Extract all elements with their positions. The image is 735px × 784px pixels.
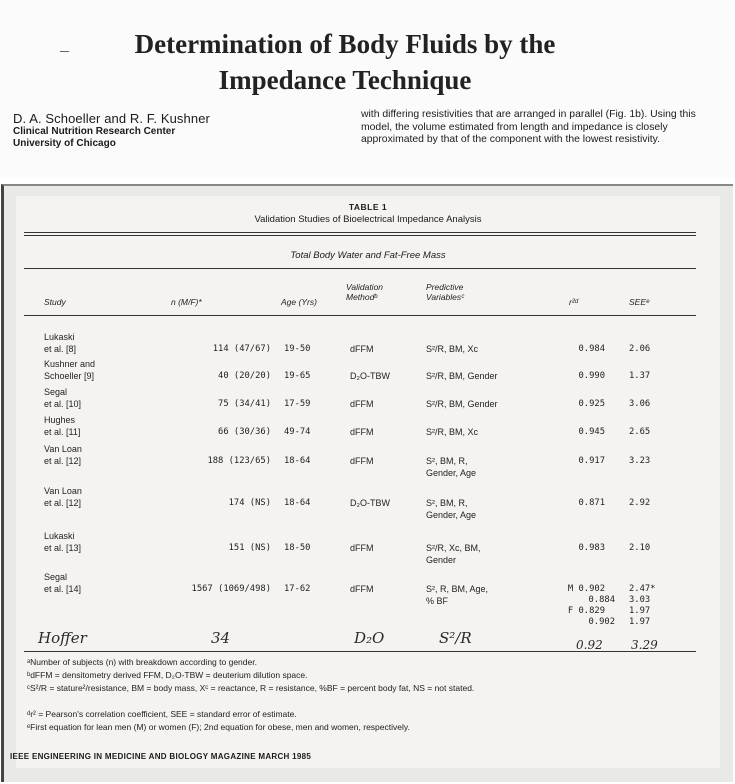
validation-method: dFFM <box>350 543 374 553</box>
subjects-count: 188 (123/65) <box>207 456 271 466</box>
magazine-footer: IEEE ENGINEERING IN MEDICINE AND BIOLOGY MAGAZINE MARCH 1985 <box>10 752 312 761</box>
r-squared-value: 0.902 <box>588 617 615 627</box>
header-n: n (M/F)* <box>171 297 202 307</box>
handwritten-n: 34 <box>211 629 231 647</box>
validation-method: dFFM <box>350 344 374 354</box>
intro-paragraph: with differing resistivities that are arranged in parallel (Fig. 1b). Using this model, the volume estimated from length and impedance is closely approximated by that of the component with the lowest resistivity. <box>361 109 696 146</box>
predictive-variables: S², BM, R, <box>426 456 468 466</box>
age-range: 17-59 <box>284 399 311 409</box>
r-squared-value: 0.884 <box>588 595 615 605</box>
subjects-count: 114 (47/67) <box>212 344 271 354</box>
study-name: Van Loan <box>44 486 82 496</box>
predictive-variables: S²/R, BM, Xc <box>426 344 479 354</box>
see-value: 3.03 <box>629 595 651 605</box>
study-citation: et al. [8] <box>44 344 77 354</box>
footnote-a: ᵃNumber of subjects (n) with breakdown according to gender. <box>27 657 257 667</box>
study-name: Segal <box>44 572 68 582</box>
see-value: 1.37 <box>629 371 651 381</box>
predictive-variables-cont: % BF <box>426 596 449 606</box>
study-name: Hughes <box>44 415 76 425</box>
handwritten-predictors: S²/R <box>439 629 472 647</box>
study-citation: et al. [12] <box>44 498 82 508</box>
validation-method: dFFM <box>350 399 374 409</box>
header-rule <box>24 315 696 316</box>
decorative-dash: – <box>60 40 69 60</box>
study-name: Kushner and <box>44 359 96 369</box>
see-value: 1.97 <box>629 617 651 627</box>
subjects-count: 66 (30/36) <box>218 427 271 437</box>
r-squared-value: F 0.829 <box>567 606 605 616</box>
validation-method: D₂O-TBW <box>350 498 390 508</box>
study-citation: Schoeller [9] <box>44 371 95 381</box>
study-name: Lukaski <box>44 531 75 541</box>
subjects-count: 75 (34/41) <box>218 399 271 409</box>
age-range: 17-62 <box>284 584 311 594</box>
study-name: Lukaski <box>44 332 75 342</box>
predictive-variables-cont: Gender <box>426 555 457 565</box>
handwritten-method: D₂O <box>354 629 385 647</box>
header-see: SEEᵉ <box>629 297 650 307</box>
table-subheading: Total Body Water and Fat-Free Mass <box>290 250 446 261</box>
r-squared-value: 0.984 <box>578 344 605 354</box>
authors: D. A. Schoeller and R. F. Kushner <box>13 111 210 126</box>
author-block <box>13 112 210 150</box>
handwritten-see: 3.29 <box>631 638 658 652</box>
top-rule <box>24 232 696 233</box>
scanned-table-image <box>1 184 733 782</box>
predictive-variables: S²/R, BM, Gender <box>426 399 498 409</box>
header-predictive: Predictive Variablesᶜ <box>426 282 465 302</box>
top-rule-double <box>24 235 696 236</box>
predictive-variables-cont: Gender, Age <box>426 468 477 478</box>
validation-method: dFFM <box>350 456 374 466</box>
header-age: Age (Yrs) <box>281 297 317 307</box>
article-title <box>60 26 630 98</box>
see-value: 2.10 <box>629 543 651 553</box>
see-value: 2.06 <box>629 344 651 354</box>
r-squared-value: 0.990 <box>578 371 605 381</box>
validation-method: D₂O-TBW <box>350 371 390 381</box>
table-label: TABLE 1 <box>348 202 388 212</box>
title-line-1: Determination of Body Fluids by the <box>134 29 556 59</box>
validation-method: dFFM <box>350 584 374 594</box>
article-header <box>0 0 735 178</box>
predictive-variables: S², R, BM, Age, <box>426 584 489 594</box>
footnote-e: ᵉFirst equation for lean men (M) or women (F); 2nd equation for obese, men and women, respectively. <box>27 722 410 732</box>
subjects-count: 40 (20/20) <box>218 371 271 381</box>
table-title: Validation Studies of Bioelectrical Impedance Analysis <box>254 214 482 225</box>
r-squared-value: M 0.902 <box>567 584 605 594</box>
predictive-variables: S²/R, BM, Xc <box>426 427 479 437</box>
handwritten-study: Hoffer <box>38 629 87 647</box>
study-citation: et al. [10] <box>44 399 82 409</box>
age-range: 18-64 <box>284 498 311 508</box>
see-value: 2.65 <box>629 427 651 437</box>
r-squared-value: 0.917 <box>578 456 605 466</box>
age-range: 18-50 <box>284 543 311 553</box>
see-value: 3.06 <box>629 399 651 409</box>
r-squared-value: 0.871 <box>578 498 605 508</box>
footnote-b: ᵇdFFM = densitometry derived FFM, D₂O-TBW = deuterium dilution space. <box>27 670 308 680</box>
subjects-count: 174 (NS) <box>228 498 271 508</box>
age-range: 49-74 <box>284 427 311 437</box>
bottom-rule <box>24 651 696 652</box>
subheading-rule <box>24 268 696 269</box>
footnote-d: ᵈr² = Pearson's correlation coefficient, SEE = standard error of estimate. <box>27 709 297 719</box>
predictive-variables: S²/R, Xc, BM, <box>426 543 481 553</box>
subjects-count: 151 (NS) <box>228 543 271 553</box>
predictive-variables-cont: Gender, Age <box>426 510 477 520</box>
predictive-variables: S²/R, BM, Gender <box>426 371 498 381</box>
header-r2: r²ᵈ <box>569 297 579 307</box>
header-study: Study <box>44 297 66 307</box>
see-value: 2.92 <box>629 498 651 508</box>
header-method: Validation Methodᵇ <box>346 282 384 302</box>
table-sheet <box>10 196 720 768</box>
study-name: Van Loan <box>44 444 82 454</box>
study-citation: et al. [11] <box>44 427 81 437</box>
title-line-2: Impedance Technique <box>218 65 472 95</box>
study-citation: et al. [14] <box>44 584 82 594</box>
see-value: 3.23 <box>629 456 651 466</box>
r-squared-value: 0.983 <box>578 543 605 553</box>
affiliation-center: Clinical Nutrition Research Center <box>13 126 176 137</box>
see-value: 2.47* <box>629 584 656 594</box>
see-value: 1.97 <box>629 606 651 616</box>
study-citation: et al. [13] <box>44 543 82 553</box>
age-range: 18-64 <box>284 456 311 466</box>
r-squared-value: 0.925 <box>578 399 605 409</box>
r-squared-value: 0.945 <box>578 427 605 437</box>
handwritten-r2: 0.92 <box>576 638 603 652</box>
subjects-count: 1567 (1069/498) <box>191 584 271 594</box>
study-citation: et al. [12] <box>44 456 82 466</box>
footnote-c: ᶜS²/R = stature²/resistance, BM = body mass, Xᶜ = reactance, R = resistance, %BF = percent body fat, NS = not stated. <box>27 683 475 693</box>
affiliation-university: University of Chicago <box>13 138 116 149</box>
study-name: Segal <box>44 387 68 397</box>
age-range: 19-50 <box>284 344 311 354</box>
predictive-variables: S², BM, R, <box>426 498 468 508</box>
age-range: 19-65 <box>284 371 311 381</box>
validation-method: dFFM <box>350 427 374 437</box>
